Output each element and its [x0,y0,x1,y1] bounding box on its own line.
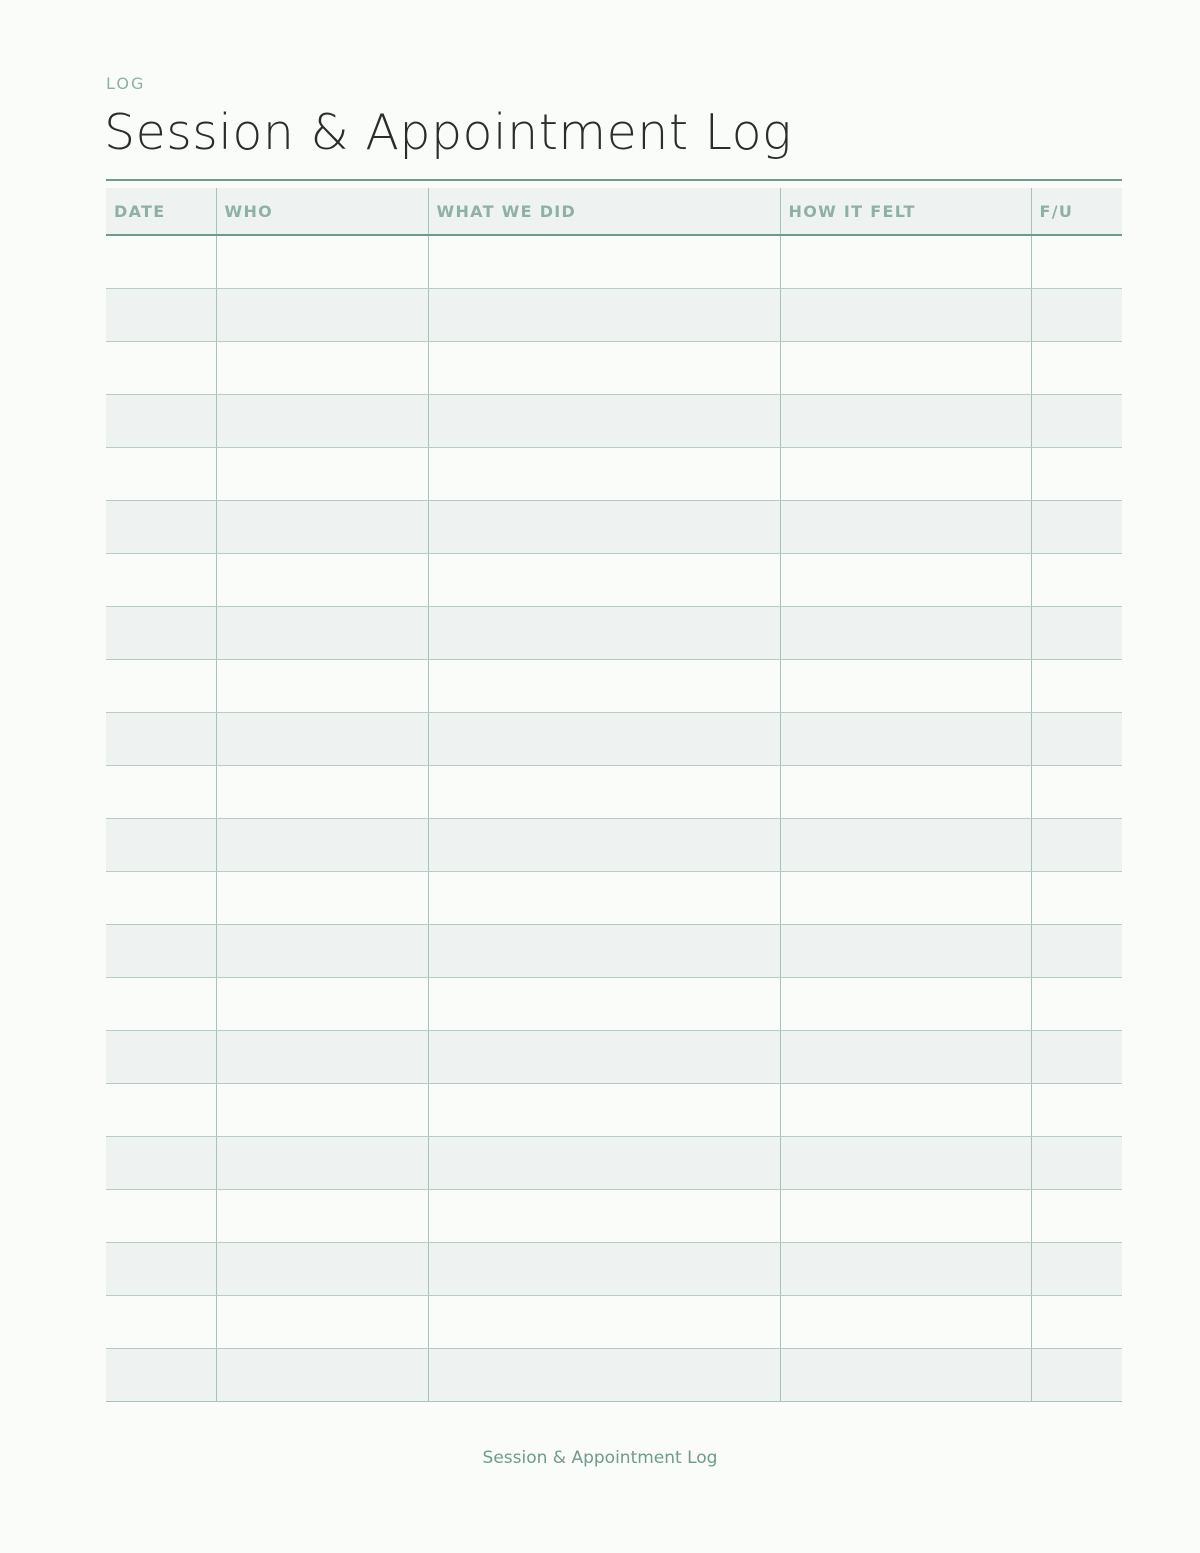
cell-how-it-felt[interactable] [780,1137,1031,1190]
cell-date[interactable] [106,766,216,819]
cell-who[interactable] [216,1031,428,1084]
cell-follow-up[interactable] [1031,872,1122,925]
cell-who[interactable] [216,766,428,819]
session-log-table [106,188,1122,1402]
cell-who[interactable] [216,607,428,660]
page-footer: Session & Appointment Log [482,1448,718,1468]
cell-what-we-did[interactable] [428,660,780,713]
cell-how-it-felt[interactable] [780,713,1031,766]
cell-how-it-felt[interactable] [780,872,1031,925]
cell-how-it-felt[interactable] [780,819,1031,872]
cell-who[interactable] [216,501,428,554]
table-row [106,501,1122,554]
table-row [106,1349,1122,1402]
cell-date[interactable] [106,289,216,342]
table-row [106,660,1122,713]
cell-date[interactable] [106,1349,216,1402]
cell-who[interactable] [216,1137,428,1190]
cell-date[interactable] [106,819,216,872]
cell-follow-up[interactable] [1031,766,1122,819]
table-row [106,1190,1122,1243]
cell-what-we-did[interactable] [428,289,780,342]
cell-date[interactable] [106,1190,216,1243]
cell-date[interactable] [106,395,216,448]
column-header-date: DATE [106,188,216,235]
cell-what-we-did[interactable] [428,501,780,554]
cell-what-we-did[interactable] [428,1137,780,1190]
cell-who[interactable] [216,235,428,289]
cell-follow-up[interactable] [1031,1349,1122,1402]
cell-what-we-did[interactable] [428,1190,780,1243]
cell-follow-up[interactable] [1031,1243,1122,1296]
cell-how-it-felt[interactable] [780,289,1031,342]
cell-how-it-felt[interactable] [780,660,1031,713]
table-row [106,448,1122,501]
cell-date[interactable] [106,925,216,978]
column-header-follow-up: F/U [1031,188,1122,235]
cell-follow-up[interactable] [1031,1031,1122,1084]
table-row [106,1084,1122,1137]
cell-follow-up[interactable] [1031,819,1122,872]
cell-who[interactable] [216,289,428,342]
cell-how-it-felt[interactable] [780,1349,1031,1402]
cell-who[interactable] [216,1349,428,1402]
table-row [106,819,1122,872]
column-header-who: WHO [216,188,428,235]
column-header-what-we-did: WHAT WE DID [428,188,780,235]
cell-who[interactable] [216,1190,428,1243]
cell-who[interactable] [216,1296,428,1349]
title-divider [106,179,1122,181]
cell-who[interactable] [216,1084,428,1137]
cell-date[interactable] [106,1243,216,1296]
cell-date[interactable] [106,713,216,766]
column-header-how-it-felt: HOW IT FELT [780,188,1031,235]
table-header-row [106,188,1122,235]
cell-date[interactable] [106,978,216,1031]
page-title: Session & Appointment Log [104,104,792,161]
cell-what-we-did[interactable] [428,395,780,448]
table-row [106,289,1122,342]
table-row [106,395,1122,448]
cell-how-it-felt[interactable] [780,501,1031,554]
cell-how-it-felt[interactable] [780,1243,1031,1296]
cell-what-we-did[interactable] [428,554,780,607]
cell-who[interactable] [216,872,428,925]
cell-date[interactable] [106,607,216,660]
cell-how-it-felt[interactable] [780,448,1031,501]
cell-how-it-felt[interactable] [780,554,1031,607]
cell-who[interactable] [216,395,428,448]
cell-date[interactable] [106,1084,216,1137]
cell-follow-up[interactable] [1031,448,1122,501]
cell-what-we-did[interactable] [428,819,780,872]
cell-date[interactable] [106,872,216,925]
cell-follow-up[interactable] [1031,713,1122,766]
cell-how-it-felt[interactable] [780,607,1031,660]
table-row [106,607,1122,660]
cell-how-it-felt[interactable] [780,1031,1031,1084]
cell-what-we-did[interactable] [428,1031,780,1084]
cell-what-we-did[interactable] [428,1296,780,1349]
cell-follow-up[interactable] [1031,1296,1122,1349]
cell-what-we-did[interactable] [428,607,780,660]
cell-how-it-felt[interactable] [780,235,1031,289]
table-row [106,766,1122,819]
table-row [106,342,1122,395]
cell-who[interactable] [216,819,428,872]
cell-how-it-felt[interactable] [780,1296,1031,1349]
cell-date[interactable] [106,235,216,289]
cell-follow-up[interactable] [1031,607,1122,660]
table-row [106,554,1122,607]
cell-follow-up[interactable] [1031,235,1122,289]
table-row [106,925,1122,978]
cell-follow-up[interactable] [1031,660,1122,713]
cell-who[interactable] [216,448,428,501]
cell-how-it-felt[interactable] [780,978,1031,1031]
cell-what-we-did[interactable] [428,766,780,819]
cell-follow-up[interactable] [1031,925,1122,978]
table-row [106,235,1122,289]
cell-who[interactable] [216,660,428,713]
cell-date[interactable] [106,554,216,607]
table-row [106,978,1122,1031]
cell-follow-up[interactable] [1031,289,1122,342]
cell-date[interactable] [106,342,216,395]
cell-follow-up[interactable] [1031,342,1122,395]
cell-follow-up[interactable] [1031,1137,1122,1190]
table-row [106,1137,1122,1190]
page-eyebrow: LOG [106,74,146,93]
cell-date[interactable] [106,501,216,554]
table-row [106,1031,1122,1084]
cell-date[interactable] [106,1031,216,1084]
cell-date[interactable] [106,448,216,501]
cell-what-we-did[interactable] [428,448,780,501]
cell-follow-up[interactable] [1031,501,1122,554]
cell-what-we-did[interactable] [428,925,780,978]
cell-who[interactable] [216,342,428,395]
table-body [106,235,1122,1402]
cell-what-we-did[interactable] [428,1349,780,1402]
cell-how-it-felt[interactable] [780,925,1031,978]
cell-what-we-did[interactable] [428,235,780,289]
cell-date[interactable] [106,1296,216,1349]
cell-how-it-felt[interactable] [780,342,1031,395]
cell-who[interactable] [216,1243,428,1296]
cell-who[interactable] [216,554,428,607]
cell-how-it-felt[interactable] [780,766,1031,819]
cell-who[interactable] [216,978,428,1031]
table-row [106,1243,1122,1296]
cell-follow-up[interactable] [1031,1084,1122,1137]
cell-who[interactable] [216,925,428,978]
cell-what-we-did[interactable] [428,342,780,395]
cell-follow-up[interactable] [1031,554,1122,607]
cell-how-it-felt[interactable] [780,1084,1031,1137]
cell-what-we-did[interactable] [428,872,780,925]
table-row [106,1296,1122,1349]
cell-what-we-did[interactable] [428,713,780,766]
cell-date[interactable] [106,1137,216,1190]
cell-follow-up[interactable] [1031,395,1122,448]
cell-how-it-felt[interactable] [780,1190,1031,1243]
cell-what-we-did[interactable] [428,978,780,1031]
cell-follow-up[interactable] [1031,1190,1122,1243]
table-row [106,713,1122,766]
cell-what-we-did[interactable] [428,1084,780,1137]
cell-follow-up[interactable] [1031,978,1122,1031]
cell-who[interactable] [216,713,428,766]
cell-what-we-did[interactable] [428,1243,780,1296]
cell-how-it-felt[interactable] [780,395,1031,448]
cell-date[interactable] [106,660,216,713]
table-row [106,872,1122,925]
